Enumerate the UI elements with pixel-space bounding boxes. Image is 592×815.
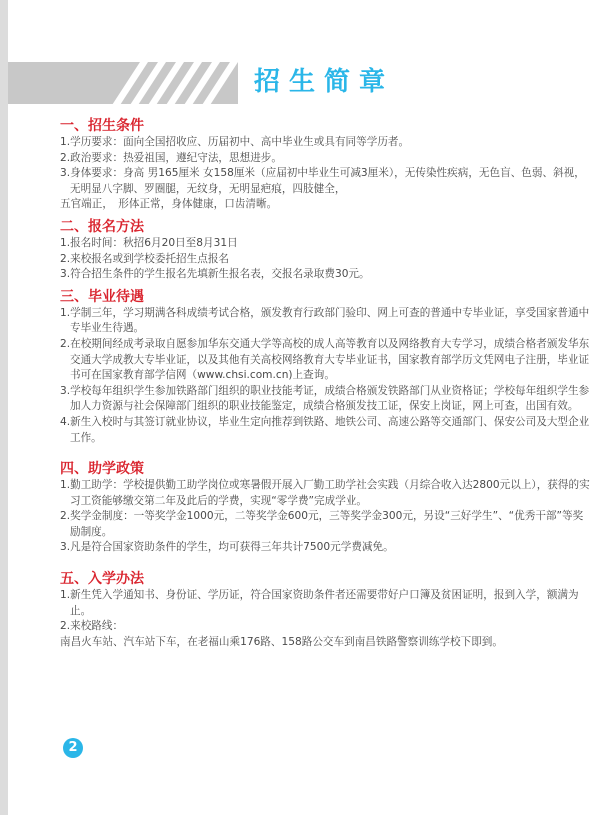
section-heading: 一、招生条件	[60, 118, 144, 134]
list-item: 2.奖学金制度：一等奖学金1000元，二等奖学金600元，三等奖学金300元，另设“三好学生”、“优秀干部”等奖励制度。	[60, 510, 584, 538]
list-item: 1.学历要求：面向全国招收应、历届初中、高中毕业生或具有同等学历者。	[60, 136, 410, 148]
list-item: 3.凡是符合国家资助条件的学生，均可获得三年共计7500元学费减免。	[60, 541, 394, 554]
list-item: 1.学制三年，学习期满各科成绩考试合格，颁发教育行政部门验印、网上可查的普通中专毕业证，享受国家普通中专毕业生待遇。	[60, 306, 590, 335]
brochure-page	[8, 0, 592, 815]
list-item: 2.政治要求：热爱祖国，遵纪守法，思想进步。	[60, 151, 282, 164]
list-item: 五官端正， 形体正常，身体健康，口齿清晰。	[60, 198, 278, 211]
list-item: 2.来校报名或到学校委托招生点报名	[60, 252, 230, 265]
section-financial-aid	[60, 461, 590, 556]
section-heading: 三、毕业待遇	[60, 288, 144, 305]
section-heading: 五、入学办法	[60, 571, 144, 588]
list-item: 2.在校期间经成考录取自愿参加华东交通大学等高校的成人高等教育以及网络教育大专学习，成绩合格者颁发华东交通大学成教大专毕业证，以及其他有关高校网络教育大专毕业证书，国家教育部学历文凭网电子注册，毕业证书可在国家教育部学信网（www.chsi.com.cn)上查询。	[60, 337, 590, 382]
list-item: 4.新生入校时与其签订就业协议，毕业生定向推荐到铁路、地铁公司、高速公路等交通部门、保安公司及大型企业工作。	[60, 415, 590, 444]
list-item: 1.勤工助学：学校提供勤工助学岗位或寒暑假开展入厂勤工助学社会实践（月综合收入达2800元以上），获得的实习工资能够缴交第二年及此后的学费，实现“零学费”完成学业。	[60, 479, 590, 507]
section-enrollment	[60, 571, 590, 650]
section-graduation-benefits	[60, 289, 590, 446]
section-registration	[60, 219, 590, 283]
page-number-badge: 2	[63, 738, 83, 758]
section-admission-requirements	[60, 118, 590, 213]
main-content	[60, 118, 590, 650]
list-item: 2.来校路线：	[60, 620, 124, 633]
list-item: 1.报名时间：秋招6月20日至8月31日	[60, 236, 238, 249]
list-item: 3.符合招生条件的学生报名先填新生报名表，交报名录取费30元。	[60, 268, 370, 281]
page-title: 招生简章	[253, 67, 394, 97]
list-item: 南昌火车站、汽车站下车，在老福山乘176路、158路公交车到南昌铁路警察训练学校下即到。	[60, 635, 503, 648]
list-item: 3.身体要求：身高 男165厘米 女158厘米（应届初中毕业生可减3厘米），无传染性疾病，无色盲、色弱、斜视，无明显八字脚、罗圈腿，无纹身，无明显疤痕，四肢健全，	[60, 167, 585, 195]
section-heading: 四、助学政策	[60, 461, 144, 478]
list-item: 3.学校每年组织学生参加铁路部门组织的职业技能考证，成绩合格颁发铁路部门从业资格证；学校每年组织学生参加人力资源与社会保障部门组织的职业技能鉴定，成绩合格颁发技工证，保安上岗证，网上可查，出国有效。	[60, 384, 590, 413]
section-heading: 二、报名方法	[60, 218, 144, 235]
list-item: 1.新生凭入学通知书、身份证、学历证，符合国家资助条件者还需要带好户口簿及贫困证明，报到入学，额满为止。	[60, 589, 579, 617]
